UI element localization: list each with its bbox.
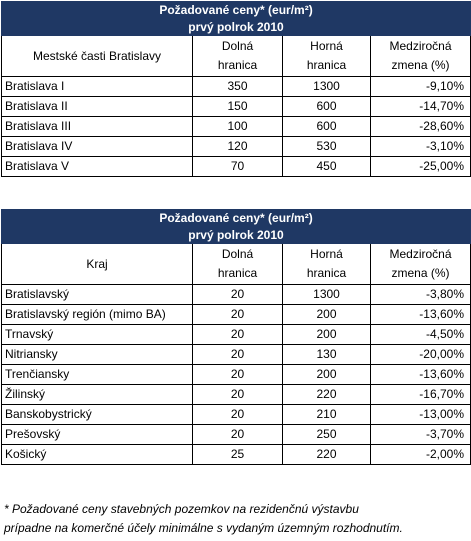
table-cell: 20 (193, 405, 283, 425)
table-cell: -16,70% (371, 385, 471, 405)
table-cell: -3,70% (371, 425, 471, 445)
header-row (2, 36, 471, 77)
table-cell: Bratislavský (2, 285, 193, 305)
table-cell: 1300 (283, 285, 371, 305)
header-row (2, 244, 471, 285)
table-title: Požadované ceny* (eur/m²) (2, 210, 471, 227)
table-cell: 20 (193, 425, 283, 445)
table-cell: 450 (283, 157, 371, 177)
table-title: Požadované ceny* (eur/m²) (2, 2, 471, 19)
table-cell: 220 (283, 385, 371, 405)
price-table-districts (1, 1, 471, 177)
column-header: Dolná hranica (193, 36, 283, 77)
table-cell: Trenčiansky (2, 365, 193, 385)
table-cell: Košický (2, 445, 193, 465)
table-cell: 100 (193, 117, 283, 137)
table-cell: 25 (193, 445, 283, 465)
footnote-line: * Požadované ceny stavebných pozemkov na rezidenčnú výstavbu (4, 502, 359, 516)
table-cell: 250 (283, 425, 371, 445)
column-header: Horná hranica (283, 36, 371, 77)
table-row (2, 405, 471, 425)
table-cell: Trnavský (2, 325, 193, 345)
table-cell: 120 (193, 137, 283, 157)
table-row (2, 157, 471, 177)
table-cell: -13,60% (371, 305, 471, 325)
table-cell: -3,10% (371, 137, 471, 157)
table-row (2, 97, 471, 117)
table-cell: 1300 (283, 77, 371, 97)
column-header: Medziročná zmena (%) (371, 36, 471, 77)
table-cell: Bratislava V (2, 157, 193, 177)
table-row (2, 345, 471, 365)
table-row (2, 385, 471, 405)
table-cell: -13,00% (371, 405, 471, 425)
footnote (4, 500, 469, 538)
table-cell: -9,10% (371, 77, 471, 97)
table-row (2, 305, 471, 325)
table-row (2, 77, 471, 97)
table-row (2, 425, 471, 445)
table-subtitle: prvý polrok 2010 (2, 19, 471, 36)
column-header: Mestské časti Bratislavy (2, 36, 193, 77)
table-cell: Bratislava II (2, 97, 193, 117)
column-header: Medziročná zmena (%) (371, 244, 471, 285)
column-header: Horná hranica (283, 244, 371, 285)
table-cell: 200 (283, 365, 371, 385)
table-row (2, 285, 471, 305)
table-cell: 20 (193, 365, 283, 385)
table-row (2, 117, 471, 137)
table-cell: -28,60% (371, 117, 471, 137)
table-cell: 530 (283, 137, 371, 157)
table-body (2, 77, 471, 177)
table-cell: Bratislava IV (2, 137, 193, 157)
table-cell: 350 (193, 77, 283, 97)
table-row (2, 445, 471, 465)
column-header: Dolná hranica (193, 244, 283, 285)
table-cell: -3,80% (371, 285, 471, 305)
table-cell: -4,50% (371, 325, 471, 345)
table-cell: 600 (283, 97, 371, 117)
table-cell: 20 (193, 325, 283, 345)
table-cell: Prešovský (2, 425, 193, 445)
table-row (2, 137, 471, 157)
table-cell: Bratislava III (2, 117, 193, 137)
table-cell: 200 (283, 325, 371, 345)
table-cell: Žilinský (2, 385, 193, 405)
table-cell: Banskobystrický (2, 405, 193, 425)
table-cell: 20 (193, 345, 283, 365)
table-cell: 20 (193, 285, 283, 305)
table-cell: 210 (283, 405, 371, 425)
table-cell: -25,00% (371, 157, 471, 177)
table-cell: 70 (193, 157, 283, 177)
table-cell: -20,00% (371, 345, 471, 365)
table-cell: 20 (193, 385, 283, 405)
table-cell: 20 (193, 305, 283, 325)
table-cell: Bratislavský región (mimo BA) (2, 305, 193, 325)
table-cell: -13,60% (371, 365, 471, 385)
column-header: Kraj (2, 244, 193, 285)
table-cell: -2,00% (371, 445, 471, 465)
table-body (2, 285, 471, 465)
table-cell: 150 (193, 97, 283, 117)
table-cell: Bratislava I (2, 77, 193, 97)
table-cell: 220 (283, 445, 371, 465)
table-row (2, 365, 471, 385)
table-subtitle: prvý polrok 2010 (2, 227, 471, 244)
table-cell: -14,70% (371, 97, 471, 117)
table-row (2, 325, 471, 345)
table-cell: 600 (283, 117, 371, 137)
footnote-line: prípadne na komerčné účely minimálne s vydaným územným rozhodnutím. (4, 521, 403, 535)
table-cell: 200 (283, 305, 371, 325)
table-cell: 130 (283, 345, 371, 365)
price-table-regions (1, 209, 471, 465)
table-cell: Nitriansky (2, 345, 193, 365)
